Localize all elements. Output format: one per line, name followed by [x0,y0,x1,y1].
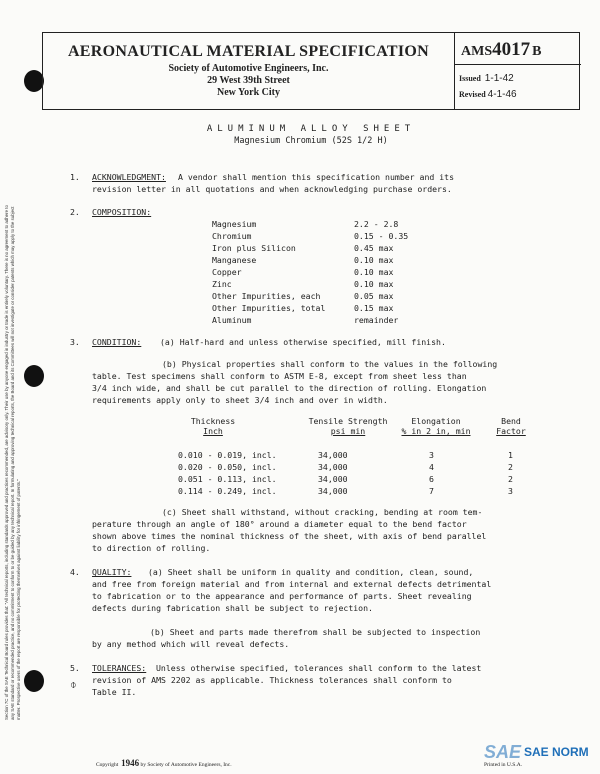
cell-thickness: 0.010 - 0.019, incl. [178,450,277,460]
section-2-heading: COMPOSITION: [92,207,152,217]
composition-element: Chromium [212,231,252,241]
table-header-bend [486,416,536,436]
spec-type-title: AERONAUTICAL MATERIAL SPECIFICATION [67,43,430,60]
cell-thickness: 0.051 - 0.113, incl. [178,474,277,484]
header-line: Inch [203,426,223,436]
cell-bend-factor: 1 [508,450,513,460]
issued-label: Issued [459,74,481,83]
org-address: 29 West 39th Street [207,75,290,86]
cell-thickness: 0.020 - 0.050, incl. [178,462,277,472]
quality-a-line: and free from foreign material and from internal and external defects detrimental [92,579,492,589]
header-line: Bend [501,416,521,426]
header-org-block [43,33,455,109]
header-line: Factor [496,426,526,436]
sae-norm-logo [484,740,596,766]
tolerances-line: Unless otherwise specified, tolerances shall conform to the latest [156,663,482,673]
org-name: Society of Automotive Engineers, Inc. [168,63,329,74]
cell-bend-factor: 2 [508,474,513,484]
header-line: Thickness [190,416,236,426]
condition-c-line: perature through an angle of 180° around a diameter equal to the bend factor [92,519,467,529]
ams-number: 4017 [492,39,531,60]
table-header-thickness [178,416,248,436]
issued-date [455,65,581,84]
condition-c-line: (c) Sheet shall withstand, without cracking, bending at room tem- [162,507,483,517]
composition-value: 0.45 max [354,243,394,253]
cell-thickness: 0.114 - 0.249, incl. [178,486,277,496]
cell-bend-factor: 3 [508,486,513,496]
composition-value: 0.10 max [354,255,394,265]
section-5-number: 5. [70,663,80,673]
quality-b-line: (b) Sheet and parts made therefrom shall be subjected to inspection [150,627,481,637]
header-line: Elongation [411,416,461,426]
footer-copyright [96,758,232,768]
composition-value: 0.10 max [354,267,394,277]
cell-bend-factor: 2 [508,462,513,472]
condition-c-line: to direction of rolling. [92,543,211,553]
section-4-heading: QUALITY: [92,567,132,577]
section-1-line: revision letter in all quotations and when acknowledging purchase orders. [92,184,452,194]
cell-elongation: 3 [429,450,434,460]
composition-element: Zinc [212,279,232,289]
condition-a: (a) Half-hard and unless otherwise specified, mill finish. [160,337,446,347]
section-5-heading: TOLERANCES: [92,663,147,673]
condition-c-line: shown above times the nominal thickness of the sheet, with axis of bend parallel [92,531,487,541]
composition-element: Aluminum [212,315,252,325]
footer-printed: Printed in U.S.A. [484,762,523,768]
cell-tensile: 34,000 [318,474,348,484]
cell-elongation: 4 [429,462,434,472]
cell-tensile: 34,000 [318,450,348,460]
composition-value: 0.15 max [354,303,394,313]
header-line: Tensile Strength [308,416,388,426]
cell-tensile: 34,000 [318,486,348,496]
side-note-text: Section 7C of the SAE Technical Board rules provides that: "All technical reports, including standards approved and practices recommended, are advisory only. Their use by anyone engaged in industry or trade is entirely voluntary. There is no agreement to adhere to any SAE standard or recommended practice, and no commitment to conform to or be guided by any technical report. In formulating and approving technical reports, the Board and its Committees will not investigate or consider patents which may apply to the subject matter. Prospective users of the report are responsible for protecting themselves against liability for infringement of patents." [4,205,21,720]
composition-element: Magnesium [212,219,257,229]
ams-revision: B [532,44,542,59]
binder-hole-top [24,70,44,92]
doc-subtitle: Magnesium Chromium (52S 1/2 H) [234,136,388,146]
condition-b-line: table. Test specimens shall conform to ASTM E-8, except from sheet less than [92,371,467,381]
margin-mark-icon: ⌽ [70,678,77,691]
revised-value: 4-1-46 [487,89,517,100]
tolerances-line: revision of AMS 2202 as applicable. Thickness tolerances shall conform to [92,675,452,685]
header-line: psi min [330,426,366,436]
tolerances-line: Table II. [92,687,137,697]
section-3-heading: CONDITION: [92,337,142,347]
copyright-label: Copyright [96,762,119,768]
condition-b-line: (b) Physical properties shall conform to the values in the following [162,359,498,369]
table-header-elongation [388,416,484,436]
issued-value: 1-1-42 [484,73,514,84]
composition-value: remainder [354,315,399,325]
spec-number [455,33,581,65]
section-4-number: 4. [70,567,80,577]
spec-header [42,32,580,110]
composition-value: 0.05 max [354,291,394,301]
cell-elongation: 6 [429,474,434,484]
revised-label: Revised [459,90,486,99]
composition-element: Iron plus Silicon [212,243,296,253]
cell-tensile: 34,000 [318,462,348,472]
cell-elongation: 7 [429,486,434,496]
logo-mark: SAE [484,742,522,762]
quality-a-line: to fabrication or to the appearance and performance of parts. Sheet revealing [92,591,472,601]
org-city: New York City [217,87,280,98]
section-1-heading: ACKNOWLEDGMENT: [92,172,166,182]
composition-value: 2.2 - 2.8 [354,219,399,229]
composition-element: Other Impurities, total [212,303,326,313]
logo-text: SAE NORM [524,745,589,759]
section-3-number: 3. [70,337,80,347]
condition-b-line: 3/4 inch wide, and shall be cut parallel to the direction of rolling. Elongation [92,383,487,393]
header-spec-block [455,33,581,109]
condition-b-line: requirements apply only to sheet 3/4 inch and over in width. [92,395,388,405]
doc-title: ALUMINUM ALLOY SHEET [206,124,416,134]
quality-a-line: (a) Sheet shall be uniform in quality and condition, clean, sound, [148,567,474,577]
section-2-number: 2. [70,207,80,217]
side-legal-note [4,200,34,720]
composition-element: Other Impurities, each [212,291,321,301]
revised-date [455,84,581,100]
quality-a-line: defects during fabrication shall be subject to rejection. [92,603,373,613]
composition-element: Copper [212,267,242,277]
composition-value: 0.15 - 0.35 [354,231,409,241]
composition-element: Manganese [212,255,257,265]
header-line: % in 2 in, min [401,426,471,436]
section-1-line: A vendor shall mention this specification number and its [178,172,455,182]
quality-b-line: by any method which will reveal defects. [92,639,290,649]
section-1-number: 1. [70,172,80,182]
copyright-year: 1946 [121,758,140,768]
copyright-holder: by Society of Automotive Engineers, Inc. [140,762,232,768]
composition-value: 0.10 max [354,279,394,289]
table-header-tensile [300,416,396,436]
ams-prefix: AMS [461,44,493,59]
